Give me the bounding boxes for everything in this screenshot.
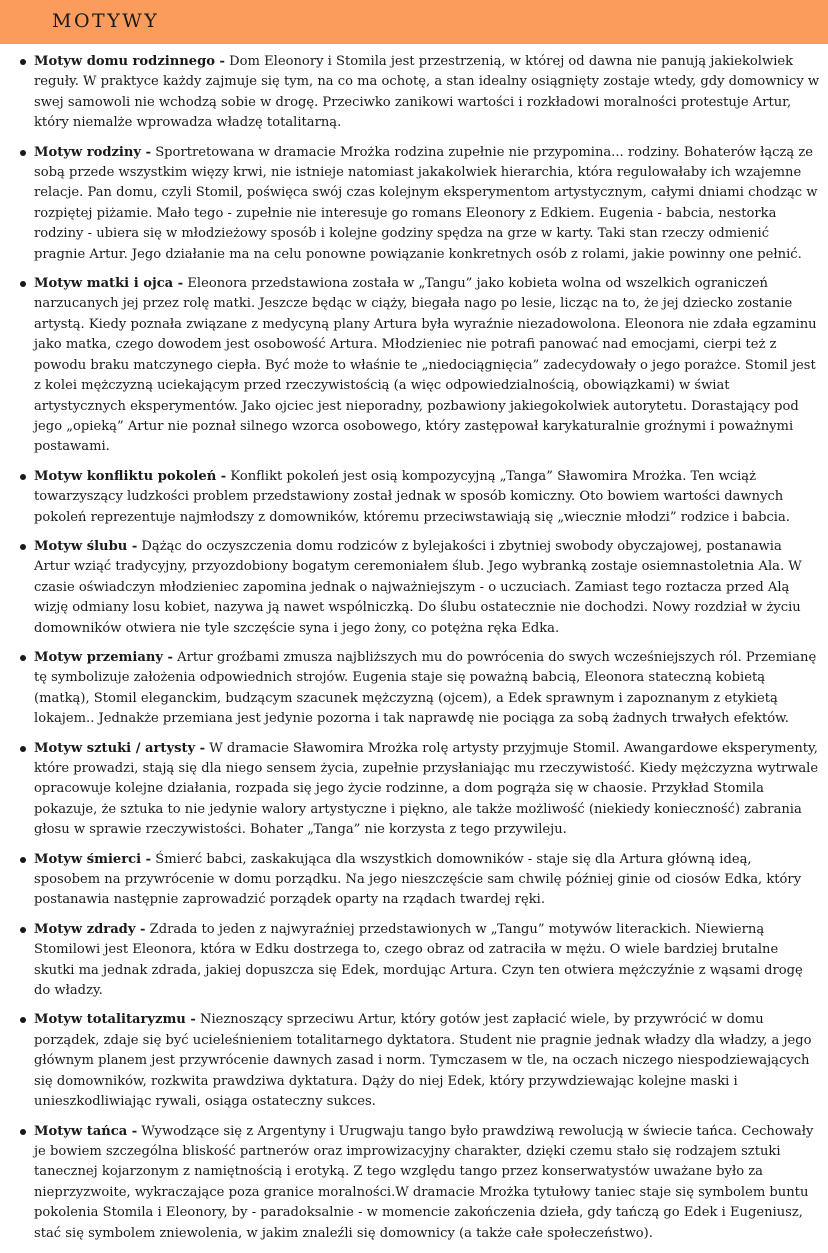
list-item [34, 920, 820, 1002]
motif-title: Motyw totalitaryzmu - [34, 1012, 196, 1028]
section-header [0, 0, 828, 44]
motif-text: W dramacie Sławomira Mrożka rolę artysty przyjmuje Stomil. Awangardowe eksperymenty, które prowadzi, stają się dla niego sensem życia, zupełnie przysłaniając mu rzeczywistość. Kiedy mężczyzna wytrwale opracowuje kolejne działania, rozpada się jego życie rodzinne, a dom pogrąża się w chaosie. Przykład Stomila pokazuje, że sztuka to nie jedynie walory artystyczne i piękno, ale także możliwość (niekiedy konieczność) zabrania głosu w sprawie rzeczywistości. Bohater „Tanga” nie korzysta z tego przywileju. [34, 740, 819, 838]
motif-title: Motyw sztuki / artysty - [34, 740, 206, 756]
motif-title: Motyw śmierci - [34, 851, 152, 867]
motif-text: Eleonora przedstawiona została w „Tangu” jako kobieta wolna od wszelkich ograniczeń narzucanych jej przez rolę matki. Jeszcze będąc w ciąży, biegała nago po lesie, licząc na to, że jej dziecko zostanie artystą. Kiedy poznała związane z medycyną plany Artura była wyraźnie niezadowolona. Eleonora nie zdała egzaminu jako matka, czego dowodem jest osobowość Artura. Młodzieniec nie potrafi panować nad emocjami, cierpi też z powodu braku matczynego ciepła. Być może to właśnie te „niedociągnięcia” zadecydowały o jego porażce. Stomil jest z kolei mężczyzną uciekającym przed rzeczywistością (a więc odpowiedzialnością, obowiązkami) w świat artystycznych eksperymentów. Jako ojciec jest nieporadny, pozbawiony jakiegokolwiek autorytetu. Dorastający pod jego „opieką” Artur nie poznał silnego wzorca osobowego, który zastępował karykaturalnie groźnymi i poważnymi postawami. [34, 276, 817, 455]
list-item [34, 143, 820, 265]
list-item [34, 537, 820, 639]
motif-text: Wywodzące się z Argentyny i Urugwaju tango było prawdziwą rewolucją w świecie tańca. Cechowały je bowiem szczególna bliskość partnerów oraz improwizacyjny charakter, dzięki czemu stało się rodzajem sztuki tanecznej kojarzonym z namiętnością i erotyką. Z tego względu tango przez konserwatystów uważane było za nieprzyzwoite, wykraczające poza granice moralności.W dramacie Mrożka tytułowy taniec staje się symbolem buntu pokolenia Stomila i Eleonory, by - paradoksalnie - w momencie zakończenia dzieła, gdy tańczą go Edek i Eugeniusz, stać się symbolem zniewolenia, w jakim znaleźli się domownicy (a także całe społeczeństwo). [34, 1123, 814, 1241]
list-item [34, 648, 820, 730]
list-item [34, 274, 820, 458]
list-item [34, 739, 820, 841]
motif-text: Dom Eleonory i Stomila jest przestrzenią, w której od dawna nie panują jakiekolwiek reguły. W praktyce każdy zajmuje się tym, na co ma ochotę, a stan idealny osiągnięty zostaje wtedy, gdy domownicy w swej samowoli nie wchodzą sobie w drogę. Przeciwko zanikowi wartości i rozkładowi moralności protestuje Artur, który niemalże wprowadza władzę totalitarną. [34, 54, 820, 131]
motif-title: Motyw rodziny - [34, 144, 152, 160]
motif-text: Zdrada to jeden z najwyraźniej przedstawionych w „Tangu” motywów literackich. Niewierną Stomilowi jest Eleonora, która w Edku dostrzega to, czego obraz od zatraciła w mężu. O wiele bardziej brutalne skutki ma jednak zdrada, jakiej dopuszcza się Edek, mordując Artura. Czyn ten otwiera mężczyźnie z wąsami drogę do władzy. [34, 921, 803, 999]
motif-text: Śmierć babci, zaskakująca dla wszystkich domowników - staje się dla Artura główną ideą, sposobem na przywrócenie w domu porządku. Na jego nieszczęście sam chwilę później ginie od ciosów Edka, który postanawia następnie zaprowadzić porządek oparty na rządach twardej ręki. [34, 851, 802, 908]
motif-text: Dążąc do oczyszczenia domu rodziców z bylejakości i zbytniej swobody obyczajowej, postanawia Artur wziąć tradycyjny, przyozdobiony bogatym ceremoniałem ślub. Jego wybranką zostaje osiemnastoletnia Ala. W czasie oświadczyn młodzieniec zapomina jednak o najważniejszym - o uczuciach. Zamiast tego roztacza przed Alą wizję odmiany losu kobiet, nazywa ją nawet wspólniczką. Do ślubu ostatecznie nie dochodzi. Nowy rozdział w życiu domowników otwiera nie tyle szczęście syna i jego żony, co potężna ręka Edka. [34, 538, 802, 636]
motif-title: Motyw ślubu - [34, 538, 138, 554]
motif-text: Nieznoszący sprzeciwu Artur, który gotów jest zapłacić wiele, by przywrócić w domu porządek, zdaje się być ucieleśnieniem totalitarnego dyktatora. Student nie pragnie jednak władzy dla władzy, a jego głównym planem jest przywrócenie dawnych zasad i norm. Tymczasem w tle, na oczach niczego niespodziewających się domowników, rozkwita prawdziwa dyktatura. Dąży do niej Edek, który przywdziewając kolejne maski i unieszkodliwiając rywali, osiąga ostateczny sukces. [34, 1012, 812, 1110]
motif-title: Motyw konfliktu pokoleń - [34, 468, 227, 484]
section-title: MOTYWY [52, 10, 160, 32]
motif-list [34, 52, 820, 1253]
motif-title: Motyw przemiany - [34, 649, 173, 665]
list-item [34, 850, 820, 911]
list-item [34, 52, 820, 134]
motif-text: Konflikt pokoleń jest osią kompozycyjną „Tanga” Sławomira Mrożka. Ten wciąż towarzyszący ludzkości problem przedstawiony został jednak w sposób komiczny. Oto bowiem wartości dawnych pokoleń reprezentuje najmłodszy z domowników, któremu przeciwstawiają się „wiecznie młodzi” rodzice i babcia. [34, 468, 790, 525]
motif-title: Motyw zdrady - [34, 921, 146, 937]
motif-text: Sportretowana w dramacie Mrożka rodzina zupełnie nie przypomina... rodziny. Bohaterów łączą ze sobą przede wszystkim więzy krwi, nie istnieje natomiast jakakolwiek hierarchia, która regulowałaby ich wzajemne relacje. Pan domu, czyli Stomil, poświęca swój czas kolejnym eksperymentom artystycznym, całymi dniami chodząc w rozpiętej piżamie. Mało tego - zupełnie nie interesuje go romans Eleonory z Edkiem. Eugenia - babcia, nestorka rodziny - ubiera się w młodzieżowy sposób i kolejne godziny spędza na grze w karty. Taki stan rzeczy odmienić pragnie Artur. Jego działanie ma na celu ponowne powiązanie konkretnych osób z rolami, jakie powinny one pełnić. [34, 144, 818, 262]
motif-title: Motyw tańca - [34, 1123, 138, 1139]
list-item [34, 1122, 820, 1244]
motif-title: Motyw matki i ojca - [34, 276, 184, 292]
motif-title: Motyw domu rodzinnego - [34, 54, 225, 69]
list-item [34, 467, 820, 528]
list-item [34, 1010, 820, 1112]
motif-text: Artur groźbami zmusza najbliższych mu do powrócenia do swych wcześniejszych ról. Przemianę tę symbolizuje założenia odpowiednich strojów. Eugenia staje się poważną babcią, Eleonora stateczną kobietą (matką), Stomil eleganckim, budzącym szacunek mężczyzną (ojcem), a Edek sprawnym i zapoznanym z etykietą lokajem.. Jednakże przemiana jest jedynie pozorna i tak naprawdę nie pociąga za sobą żadnych trwałych efektów. [34, 649, 817, 727]
